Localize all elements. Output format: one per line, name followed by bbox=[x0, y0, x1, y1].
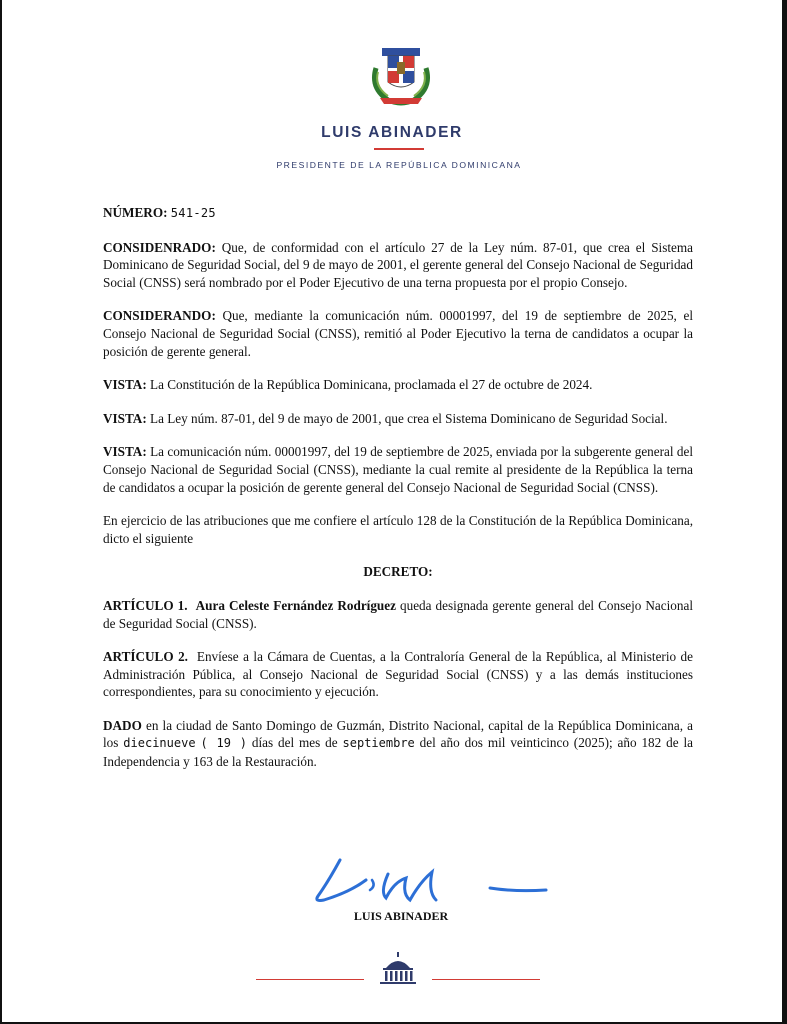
article-2 bbox=[103, 648, 693, 701]
number-value: 541-25 bbox=[170, 206, 216, 220]
dado-month: septiembre bbox=[342, 736, 415, 751]
vista-2 bbox=[103, 410, 693, 428]
considerando-1 bbox=[103, 239, 693, 292]
vista-1-text: La Constitución de la República Dominicana, proclamada el 27 de octubre de 2024. bbox=[146, 377, 593, 393]
article-1 bbox=[103, 597, 693, 632]
decreto-heading bbox=[103, 563, 693, 581]
considerando-2-label: CONSIDERANDO: bbox=[103, 308, 216, 324]
preamble-closing: En ejercicio de las atribuciones que me confiere el artículo 128 de la Constitución de la República Dominicana, dicto el siguiente bbox=[103, 513, 693, 546]
footer-divider-right bbox=[432, 979, 540, 980]
decree-body bbox=[103, 204, 693, 787]
decreto-heading-text: DECRETO: bbox=[363, 564, 433, 580]
signatory-name: LUIS ABINADER bbox=[353, 909, 449, 923]
article-1-label: ARTÍCULO 1. bbox=[103, 597, 188, 613]
coat-of-arms-icon bbox=[366, 38, 436, 106]
considerando-2 bbox=[103, 307, 693, 360]
vista-2-text: La Ley núm. 87-01, del 9 de mayo de 2001, que crea el Sistema Dominicano de Seguridad Social. bbox=[146, 410, 668, 426]
dado-paragraph bbox=[103, 717, 693, 771]
vista-3-text: La comunicación núm. 00001997, del 19 de septiembre de 2025, enviada por la subgerente general del Consejo Nacional de Seguridad Social (CNSS), mediante la cual remite al presidente de la República la terna de candidatos a ocupar la posición de gerente general del Consejo Nacional de Seguridad Social (CNSS). bbox=[103, 444, 693, 495]
considerando-1-text: Que, de conformidad con el artículo 27 de la Ley núm. 87-01, que crea el Sistema Dominicano de Seguridad Social, del 9 de mayo de 2001, el gerente general del Consejo Nacional de Seguridad Social (CNSS) será nombrado por el Poder Ejecutivo de una terna propuesta por el propio Consejo. bbox=[103, 239, 693, 290]
considerando-2-text: Que, mediante la comunicación núm. 00001997, del 19 de septiembre de 2025, el Consejo Nacional de Seguridad Social (CNSS), remitió al Poder Ejecutivo la terna de candidatos a ocupar la posición de gerente general. bbox=[103, 308, 693, 359]
article-1-text: queda designada gerente general del Consejo Nacional de Seguridad Social (CNSS). bbox=[103, 597, 693, 631]
national-palace-icon bbox=[377, 950, 419, 986]
vista-2-label: VISTA: bbox=[103, 410, 147, 426]
article-1-appointee: Aura Celeste Fernández Rodríguez bbox=[195, 597, 396, 613]
vista-1-label: VISTA: bbox=[103, 377, 147, 393]
dado-day-words: diecinueve bbox=[123, 736, 196, 751]
number-label: NÚMERO: bbox=[103, 205, 168, 220]
header-divider bbox=[374, 148, 424, 150]
vista-1 bbox=[103, 376, 693, 394]
footer-divider-left bbox=[256, 979, 364, 980]
vista-3 bbox=[103, 443, 693, 496]
decree-number bbox=[103, 204, 693, 223]
vista-3-label: VISTA: bbox=[103, 444, 147, 460]
document-page bbox=[2, 0, 782, 1022]
dado-text-c: del año dos mil veinticinco (2025); año 182 de la Independencia y 163 de la Restauración. bbox=[103, 735, 694, 770]
dado-text-b: días del mes de bbox=[247, 735, 343, 751]
dado-label: DADO bbox=[103, 717, 142, 733]
article-2-label: ARTÍCULO 2. bbox=[103, 649, 188, 665]
considerando-1-label: CONSIDENRADO: bbox=[103, 239, 216, 255]
signature-icon bbox=[310, 852, 550, 912]
header-president-name: LUIS ABINADER bbox=[321, 124, 463, 141]
article-2-text: Envíese a la Cámara de Cuentas, a la Contraloría General de la República, al Ministerio de Administración Pública, al Consejo Nacional de Seguridad Social (CNSS) y a las demás instituciones correspondientes, para su conocimiento y ejecución. bbox=[103, 649, 693, 700]
dado-text-a: en la ciudad de Santo Domingo de Guzmán, Distrito Nacional, capital de la República Dominicana, a los bbox=[103, 717, 693, 751]
dado-day-number: ( 19 ) bbox=[200, 736, 247, 751]
header-president-title: PRESIDENTE DE LA REPÚBLICA DOMINICANA bbox=[276, 160, 522, 170]
